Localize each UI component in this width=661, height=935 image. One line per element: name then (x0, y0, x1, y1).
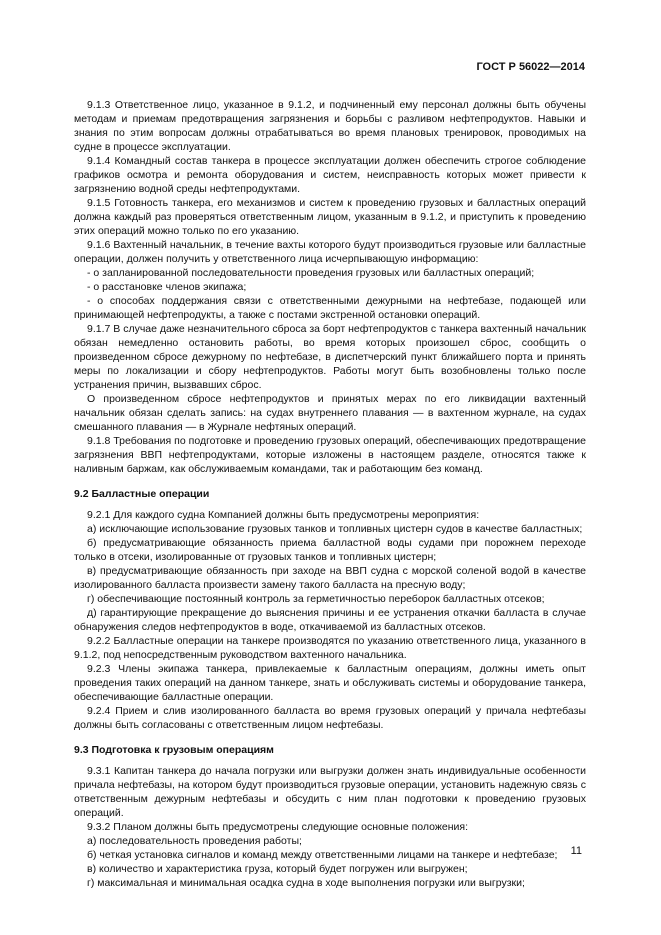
document-body (74, 98, 586, 890)
paragraph: 9.2.3 Члены экипажа танкера, привлекаемые к балластным операциям, должны иметь опыт проведения таких операций на данном танкере, знать и обслуживать системы и оборудование танкера, обеспечивающие балластные операции. (74, 663, 586, 703)
paragraph: 9.2.2 Балластные операции на танкере производятся по указанию ответственного лица, указанного в 9.1.2, под непосредственным руководством вахтенного начальника. (74, 635, 586, 661)
paragraph: а) последовательность проведения работы; (87, 835, 302, 847)
paragraph: в) предусматривающие обязанность при заходе на ВВП судна с морской соленой водой в качестве изолированного балласта произвести замену такого балласта на пресную воду; (74, 565, 586, 591)
paragraph: в) количество и характеристика груза, который будет погружен или выгружен; (87, 863, 468, 875)
paragraph: 9.1.8 Требования по подготовке и проведению грузовых операций, обеспечивающих предотвращение загрязнения ВВП нефтепродуктами, которые изложены в настоящем разделе, относятся также к наливным баржам, как обслуживаемым командами, так и работающим без команд. (74, 435, 586, 475)
paragraph: 9.3.2 Планом должны быть предусмотрены следующие основные положения: (87, 821, 468, 833)
paragraph: 9.1.3 Ответственное лицо, указанное в 9.1.2, и подчиненный ему персонал должны быть обучены методам и приемам предотвращения загрязнения и борьбы с разливом нефтепродуктов. Навыки и знания по этим вопросам должны отрабатываться во время плановых тренировок, проводимых на судне в процессе эксплуатации. (74, 99, 586, 153)
paragraph: д) гарантирующие прекращение до выяснения причины и ее устранения откачки балласта в случае обнаружения следов нефтепродуктов в воде, откачиваемой из балластных отсеков. (74, 607, 586, 633)
paragraph: 9.1.7 В случае даже незначительного сброса за борт нефтепродуктов с танкера вахтенный начальник обязан немедленно остановить работы, во время которых произошел сброс, сообщить о произведенном сбросе дежурному по нефтебазе, в диспетчерский пункт ближайшего порта и принять меры по локализации и сбору нефтепродуктов. Работы могут быть возобновлены только после устранения причин, вызвавших сброс. (74, 323, 587, 391)
paragraph: 9.3.1 Капитан танкера до начала погрузки или выгрузки должен знать индивидуальные особенности причала нефтебазы, на котором будут производиться грузовые операции, установить надежную связь с ответственным дежурным нефтебазы и обсудить с ним план подготовки к проведению грузовых операций. (74, 765, 586, 819)
page-number: 11 (570, 845, 582, 857)
paragraph: а) исключающие использование грузовых танков и топливных цистерн судов в качестве балластных; (87, 523, 583, 535)
paragraph: 9.1.5 Готовность танкера, его механизмов и систем к проведению грузовых и балластных операций должна каждый раз проверяться ответственным лицом, указанным в 9.1.2, и приступить к проведению этих операций можно только по его указанию. (74, 197, 586, 237)
paragraph: 9.1.6 Вахтенный начальник, в течение вахты которого будут производиться грузовые или балластные операции, должен получить у ответственного лица исчерпывающую информацию: (74, 239, 586, 265)
paragraph: г) максимальная и минимальная осадка судна в ходе выполнения погрузки или выгрузки; (87, 877, 525, 889)
section-heading: 9.3 Подготовка к грузовым операциям (74, 744, 274, 756)
paragraph: - о запланированной последовательности проведения грузовых или балластных операций; (87, 267, 535, 279)
paragraph: О произведенном сбросе нефтепродуктов и принятых мерах по его ликвидации вахтенный начальник обязан сделать запись: на судах внутреннего плавания — в вахтенном журнале, на судах смешанного плавания — в Журнале нефтяных операций. (74, 393, 586, 433)
paragraph: 9.2.1 Для каждого судна Компанией должны быть предусмотрены мероприятия: (87, 509, 480, 521)
paragraph: 9.2.4 Прием и слив изолированного балласта во время грузовых операций у причала нефтебазы должны быть согласованы с ответственным лицом нефтебазы. (74, 705, 586, 731)
paragraph: 9.1.4 Командный состав танкера в процессе эксплуатации должен обеспечить строгое соблюдение графиков осмотра и ремонта оборудования и систем, неисправность которых может привести к загрязнению водной среды нефтепродуктами. (74, 155, 586, 195)
paragraph: - о способах поддержания связи с ответственными дежурными на нефтебазе, подающей или принимающей нефтепродукты, а также с постами экстренной остановки операций. (74, 295, 586, 321)
paragraph: - о расстановке членов экипажа; (87, 281, 247, 293)
document-header: ГОСТ Р 56022—2014 (476, 61, 585, 73)
paragraph: г) обеспечивающие постоянный контроль за герметичностью переборок балластных отсеков; (87, 593, 545, 605)
paragraph: б) четкая установка сигналов и команд между ответственными лицами на танкере и нефтебазе; (87, 849, 558, 861)
paragraph: б) предусматривающие обязанность приема балластной воды судами при порожнем переходе только в отсеки, изолированные от грузовых танков и топливных цистерн; (74, 537, 586, 563)
section-heading: 9.2 Балластные операции (74, 488, 210, 500)
